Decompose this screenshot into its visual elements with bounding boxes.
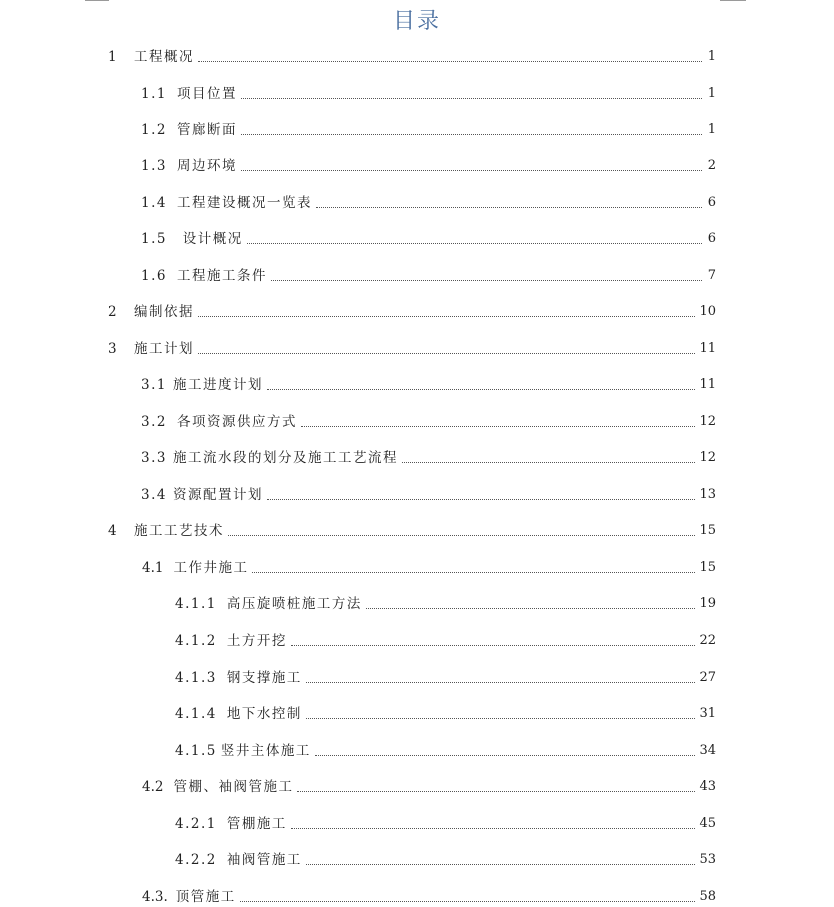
- toc-dot-leader: [267, 389, 695, 390]
- toc-entry-number: 1.3: [141, 158, 167, 174]
- toc-entry-title: 高压旋喷桩施工方法: [226, 596, 362, 612]
- toc-entry[interactable]: [175, 704, 716, 724]
- toc-dot-leader: [241, 170, 702, 171]
- toc-entry[interactable]: [141, 266, 716, 286]
- toc-entry-number: 1.5: [141, 231, 167, 247]
- toc-entry-title: 施工流水段的划分及施工工艺流程: [172, 450, 398, 466]
- toc-dot-leader: [252, 572, 695, 573]
- page-corner-mark-left: [85, 0, 109, 1]
- toc-entry[interactable]: [175, 850, 716, 870]
- toc-page-number: 22: [699, 633, 716, 648]
- toc-dot-leader: [198, 316, 695, 317]
- toc-entry-number: 3: [108, 341, 119, 357]
- toc-entry-number: 1.1: [141, 86, 167, 102]
- toc-page-number: 34: [699, 743, 716, 758]
- toc-entry[interactable]: [142, 887, 716, 907]
- toc-entry[interactable]: [141, 193, 716, 213]
- toc-dot-leader: [241, 134, 702, 135]
- toc-page-number: 31: [699, 706, 716, 721]
- toc-entry-title: 工作井施工: [173, 560, 249, 576]
- toc-entry-title: 竖井主体施工: [220, 743, 311, 759]
- toc-page-number: 12: [699, 414, 716, 429]
- toc-page-number: 11: [699, 377, 716, 392]
- toc-page-number: 6: [707, 231, 716, 246]
- toc-entry-number: 2: [108, 304, 119, 320]
- toc-title: 目录: [392, 9, 441, 34]
- toc-entry[interactable]: [108, 339, 716, 359]
- toc-dot-leader: [366, 608, 696, 609]
- toc-entry[interactable]: [108, 47, 716, 67]
- toc-entry[interactable]: [141, 448, 716, 468]
- toc-entry-title: 工程建设概况一览表: [176, 195, 312, 211]
- toc-entry-title: 施工工艺技术: [134, 523, 224, 539]
- toc-entry[interactable]: [175, 631, 716, 651]
- toc-entry[interactable]: [175, 594, 716, 614]
- toc-entry-title: 管廊断面: [176, 122, 237, 138]
- toc-entry-number: 4.2.1: [175, 816, 217, 832]
- page-corner-mark-right: [720, 0, 746, 1]
- toc-page-number: 1: [707, 122, 716, 137]
- toc-page-number: 27: [699, 670, 716, 685]
- toc-page-number: 1: [707, 49, 716, 64]
- toc-dot-leader: [241, 98, 702, 99]
- toc-entry[interactable]: [141, 120, 716, 140]
- toc-entry-number: 4.1.3: [175, 670, 217, 686]
- toc-page-number: 2: [707, 158, 716, 173]
- toc-dot-leader: [291, 828, 696, 829]
- toc-entry-number: 4.1.5: [175, 743, 217, 759]
- toc-entry-title: 项目位置: [176, 86, 237, 102]
- toc-page-number: 6: [707, 195, 716, 210]
- toc-entry-number: 4.1.4: [175, 706, 217, 722]
- toc-entry[interactable]: [142, 777, 716, 797]
- toc-entry-title: 施工进度计划: [172, 377, 263, 393]
- toc-dot-leader: [291, 645, 696, 646]
- toc-entry[interactable]: [108, 521, 716, 541]
- toc-entry-title: 施工计划: [134, 341, 194, 357]
- toc-entry[interactable]: [141, 485, 716, 505]
- toc-entry-number: 4: [108, 523, 119, 539]
- toc-entry-title: 周边环境: [176, 158, 237, 174]
- toc-page-number: 15: [699, 523, 716, 538]
- toc-entry-number: 3.3: [141, 450, 167, 466]
- toc-entry-number: 3.4: [141, 487, 167, 503]
- toc-entry-title: 设计概况: [176, 231, 243, 247]
- toc-entry-number: 1.2: [141, 122, 167, 138]
- toc-entry-title: 管棚施工: [226, 816, 287, 832]
- toc-page-number: 19: [699, 596, 716, 611]
- toc-entry-title: 地下水控制: [226, 706, 302, 722]
- toc-dot-leader: [306, 682, 696, 683]
- toc-entry-title: 顶管施工: [175, 889, 236, 905]
- toc-entry-number: 4.1.2: [175, 633, 217, 649]
- toc-entry-title: 编制依据: [134, 304, 194, 320]
- toc-entry[interactable]: [141, 229, 716, 249]
- toc-entry[interactable]: [141, 412, 716, 432]
- toc-entry-title: 工程概况: [134, 49, 194, 65]
- toc-entry-title: 袖阀管施工: [226, 852, 302, 868]
- toc-entry-title: 管棚、袖阀管施工: [173, 779, 294, 795]
- toc-entry[interactable]: [141, 156, 716, 176]
- toc-page-number: 1: [707, 86, 716, 101]
- toc-page-number: 7: [707, 268, 716, 283]
- toc-dot-leader: [402, 462, 695, 463]
- toc-entry-title: 各项资源供应方式: [176, 414, 297, 430]
- toc-entry-number: 3.1: [141, 377, 167, 393]
- toc-page-number: 58: [699, 889, 716, 904]
- toc-entry-number: 3.2: [141, 414, 167, 430]
- toc-page-number: 13: [699, 487, 716, 502]
- toc-entry[interactable]: [175, 814, 716, 834]
- toc-dot-leader: [198, 353, 695, 354]
- toc-page-number: 12: [699, 450, 716, 465]
- toc-dot-leader: [316, 207, 702, 208]
- toc-dot-leader: [240, 901, 696, 902]
- toc-page-number: 53: [699, 852, 716, 867]
- toc-entry[interactable]: [175, 668, 716, 688]
- toc-entry-number: 4.1: [142, 560, 164, 576]
- toc-dot-leader: [271, 280, 702, 281]
- toc-entry-title: 土方开挖: [226, 633, 287, 649]
- toc-entry-title: 工程施工条件: [176, 268, 267, 284]
- toc-dot-leader: [315, 755, 696, 756]
- toc-page-number: 15: [699, 560, 716, 575]
- toc-entry-number: 4.2: [142, 779, 164, 795]
- toc-dot-leader: [228, 535, 695, 536]
- toc-entry-number: 4.3.: [142, 889, 168, 905]
- toc-page-number: 45: [699, 816, 716, 831]
- toc-entry-title: 资源配置计划: [172, 487, 263, 503]
- toc-entry[interactable]: [142, 558, 716, 578]
- toc-dot-leader: [306, 718, 696, 719]
- toc-page-number: 43: [699, 779, 716, 794]
- toc-dot-leader: [267, 499, 695, 500]
- toc-entry[interactable]: [175, 741, 716, 761]
- toc-entry-number: 1.6: [141, 268, 167, 284]
- toc-entry-title: 钢支撑施工: [226, 670, 302, 686]
- toc-entry-number: 4.2.2: [175, 852, 217, 868]
- toc-entry-number: 4.1.1: [175, 596, 217, 612]
- toc-dot-leader: [247, 243, 702, 244]
- toc-page-number: 11: [699, 341, 716, 356]
- toc-dot-leader: [301, 426, 695, 427]
- toc-dot-leader: [306, 864, 696, 865]
- toc-page-number: 10: [699, 304, 716, 319]
- toc-entry-number: 1: [108, 49, 119, 65]
- toc-entry-number: 1.4: [141, 195, 167, 211]
- toc-entry[interactable]: [108, 302, 716, 322]
- toc-entry[interactable]: [141, 375, 716, 395]
- toc-dot-leader: [297, 791, 695, 792]
- toc-entry[interactable]: [141, 84, 716, 104]
- toc-dot-leader: [198, 61, 702, 62]
